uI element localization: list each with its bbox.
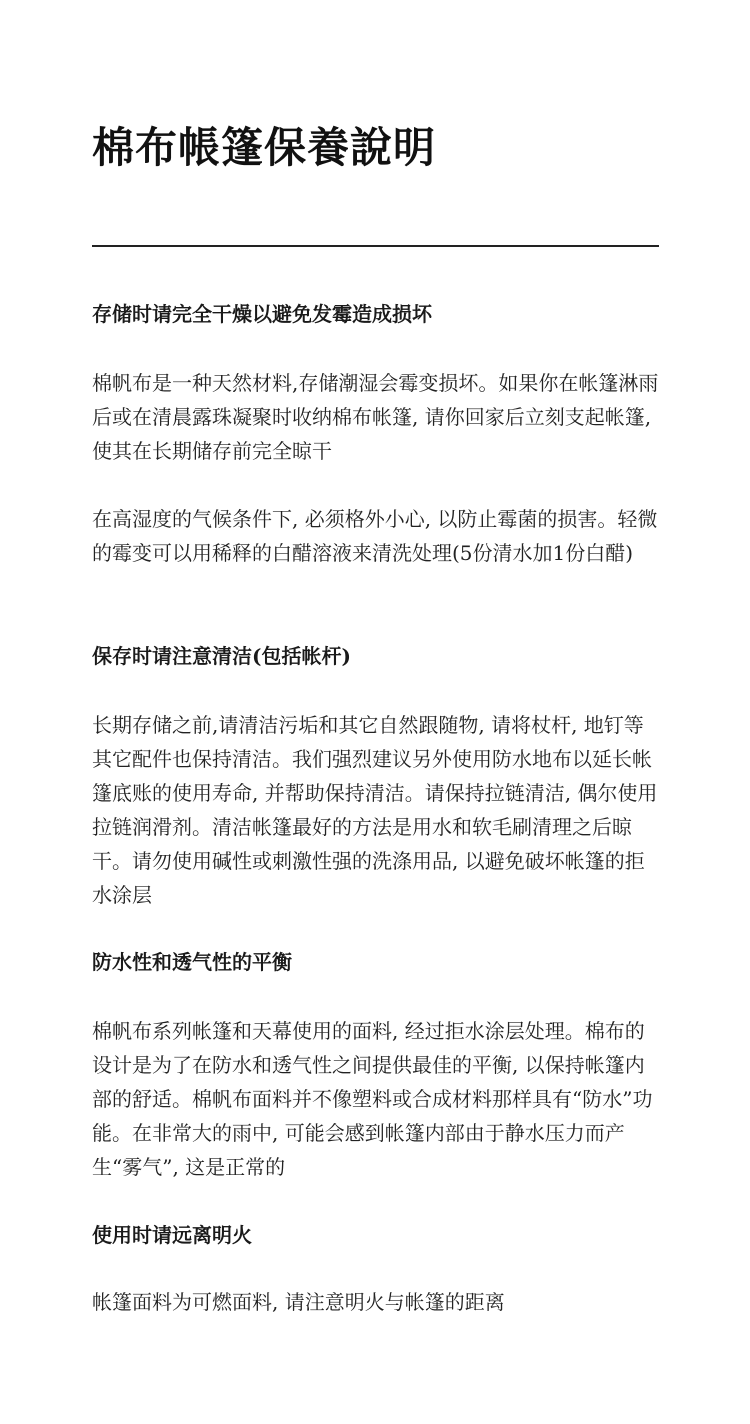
section-dry-storage xyxy=(92,298,660,570)
title-divider xyxy=(92,245,659,247)
page-title: 棉布帳篷保養說明 xyxy=(92,123,437,172)
section-heading: 防水性和透气性的平衡 xyxy=(92,950,292,974)
section-paragraph: 棉帆布系列帐篷和天幕使用的面料, 经过拒水涂层处理。棉布的设计是为了在防水和透气性之间提供最佳的平衡, 以保持帐篷内部的舒适。棉帆布面料并不像塑料或合成材料那样具有“防水”功能。在非常大的雨中, 可能会感到帐篷内部由于静水压力而产生“雾气”, 这是正常的 xyxy=(92,1019,653,1179)
section-fire-safety xyxy=(92,1219,660,1319)
section-waterproof-breathability xyxy=(92,946,660,1184)
section-heading: 使用时请远离明火 xyxy=(92,1223,252,1247)
section-cleaning xyxy=(92,640,660,912)
section-paragraph: 长期存储之前,请清洁污垢和其它自然跟随物, 请将杖杆, 地钉等其它配件也保持清洁。我们强烈建议另外使用防水地布以延长帐篷底账的使用寿命, 并帮助保持清洁。请保持拉链清洁, 偶尔使用拉链润滑剂。清洁帐篷最好的方法是用水和软毛刷清理之后晾干。请勿使用碱性或刺激性强的洗涤用品, 以避免破坏帐篷的拒水涂层 xyxy=(92,713,658,907)
section-heading: 保存时请注意清洁(包括帐杆) xyxy=(92,644,351,668)
section-paragraph: 帐篷面料为可燃面料, 请注意明火与帐篷的距离 xyxy=(92,1290,505,1314)
section-heading: 存储时请完全干燥以避免发霉造成损坏 xyxy=(92,302,432,326)
section-paragraph: 棉帆布是一种天然材料,存储潮湿会霉变损坏。如果你在帐篷淋雨后或在清晨露珠凝聚时收纳棉布帐篷, 请你回家后立刻支起帐篷, 使其在长期储存前完全晾干 xyxy=(92,371,659,463)
section-paragraph: 在高湿度的气候条件下, 必须格外小心, 以防止霉菌的损害。轻微的霉变可以用稀释的白醋溶液来清洗处理(5份清水加1份白醋) xyxy=(92,507,658,565)
